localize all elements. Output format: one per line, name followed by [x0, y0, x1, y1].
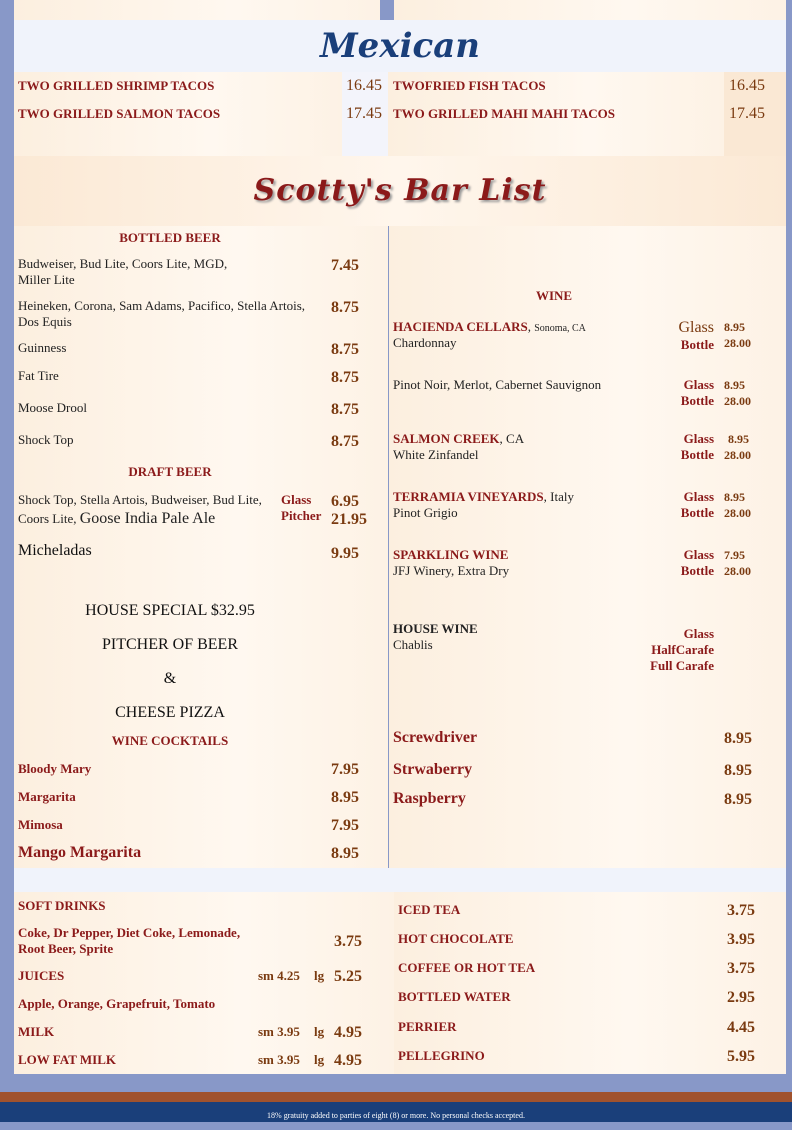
- glass-label: Glass: [683, 547, 714, 562]
- footer-band: [0, 1092, 792, 1102]
- menu-price: 4.45: [727, 1019, 755, 1036]
- bar-list-heading: Scotty's Bar List: [14, 156, 786, 226]
- wine-price: 8.95: [724, 378, 745, 392]
- wine-price: 28.00: [724, 448, 751, 462]
- menu-item: Guinness: [18, 340, 67, 355]
- half-carafe-label: HalfCarafe: [651, 642, 714, 657]
- menu-price: 17.45: [729, 105, 765, 122]
- wine-cocktails-heading: WINE COCKTAILS: [111, 733, 229, 748]
- menu-price: 3.75: [334, 933, 362, 950]
- size-large: lg: [314, 1024, 325, 1039]
- menu-item: LOW FAT MILK: [18, 1052, 116, 1067]
- menu-item: Fat Tire: [18, 368, 59, 383]
- soft-drinks-heading: SOFT DRINKS: [18, 898, 106, 913]
- menu-price: 8.75: [331, 369, 359, 386]
- full-carafe-label: Full Carafe: [650, 658, 714, 673]
- wine-variety: Pinot Noir, Merlot, Cabernet Sauvignon: [393, 377, 602, 392]
- menu-price: 8.75: [331, 401, 359, 418]
- menu-item: Dos Equis: [18, 314, 72, 329]
- menu-price: 8.75: [331, 341, 359, 358]
- menu-item: Coors Lite, Goose India Pale Ale: [18, 510, 216, 527]
- menu-price: 8.75: [331, 299, 359, 316]
- wine-item: HOUSE WINE: [393, 621, 478, 636]
- bottle-label: Bottle: [680, 563, 714, 578]
- menu-price: 8.95: [331, 845, 359, 862]
- house-special-line: HOUSE SPECIAL $32.95: [85, 602, 255, 619]
- bottle-label: Bottle: [680, 393, 714, 408]
- mexican-heading: Mexican: [14, 20, 786, 72]
- menu-price: 7.45: [331, 257, 359, 274]
- glass-label: Glass: [281, 492, 312, 507]
- menu-price: 4.95: [334, 1024, 362, 1041]
- menu-item: Miller Lite: [18, 272, 75, 287]
- top-strip-right: [394, 0, 786, 20]
- menu-item: Coke, Dr Pepper, Diet Coke, Lemonade,: [18, 925, 241, 940]
- top-strip-left: [14, 0, 380, 20]
- menu-price: 16.45: [729, 77, 765, 94]
- menu-item: PERRIER: [398, 1019, 457, 1034]
- wine-price: 7.95: [724, 548, 745, 562]
- size-small: sm 4.25: [258, 968, 300, 983]
- wine-price: 28.00: [724, 506, 751, 520]
- footer-note: 18% gratuity added to parties of eight (8) or more. No personal checks accepted.: [267, 1111, 525, 1120]
- glass-label: Glass: [683, 626, 714, 641]
- menu-item: JUICES: [18, 968, 65, 983]
- wine-item: TERRAMIA VINEYARDS, Italy: [393, 489, 574, 504]
- menu-item: PELLEGRINO: [398, 1048, 485, 1063]
- menu-item: TWO GRILLED MAHI MAHI TACOS: [393, 106, 615, 121]
- menu-price: 8.95: [724, 730, 752, 747]
- wine-variety: Pinot Grigio: [393, 505, 458, 520]
- menu-item: HOT CHOCOLATE: [398, 931, 514, 946]
- menu-price: 9.95: [331, 545, 359, 562]
- section-spacer: [14, 868, 786, 892]
- wine-item: SALMON CREEK, CA: [393, 431, 525, 446]
- wine-item: SPARKLING WINE: [393, 547, 509, 562]
- menu-item: Bloody Mary: [18, 761, 92, 776]
- wine-price: 8.95: [724, 320, 745, 334]
- menu-item: Mimosa: [18, 817, 63, 832]
- menu-price: 5.95: [727, 1048, 755, 1065]
- size-large: lg: [314, 1052, 325, 1067]
- menu-item: Root Beer, Sprite: [18, 941, 114, 956]
- wine-item: HACIENDA CELLARS, Sonoma, CA: [393, 319, 586, 334]
- menu-price: 8.95: [724, 762, 752, 779]
- menu-price: 8.95: [331, 789, 359, 806]
- menu-page: [14, 0, 786, 1092]
- menu-price: 7.95: [331, 761, 359, 778]
- menu-item: ICED TEA: [398, 902, 461, 917]
- menu-price: 21.95: [331, 511, 367, 528]
- menu-item: Budweiser, Bud Lite, Coors Lite, MGD,: [18, 256, 228, 271]
- menu-item: TWO GRILLED SALMON TACOS: [18, 106, 221, 121]
- bottle-label: Bottle: [680, 447, 714, 462]
- menu-price: 16.45: [346, 77, 382, 94]
- menu-item: Mango Margarita: [18, 844, 142, 861]
- footer: [0, 1102, 792, 1122]
- wine-variety: Chablis: [393, 637, 433, 652]
- wine-heading: WINE: [535, 288, 573, 303]
- menu-price: 8.75: [331, 433, 359, 450]
- wine-variety: White Zinfandel: [393, 447, 479, 462]
- draft-beer-heading: DRAFT BEER: [128, 464, 212, 479]
- glass-label: Glass: [683, 377, 714, 392]
- glass-label: Glass: [683, 431, 714, 446]
- menu-item: BOTTLED WATER: [398, 989, 511, 1004]
- menu-price: 7.95: [331, 817, 359, 834]
- wine-price: 28.00: [724, 336, 751, 350]
- menu-item: Moose Drool: [18, 400, 87, 415]
- pitcher-label: Pitcher: [281, 508, 322, 523]
- menu-item: TWOFRIED FISH TACOS: [393, 78, 546, 93]
- size-large: lg: [314, 968, 325, 983]
- wine-price: 28.00: [724, 564, 751, 578]
- menu-price: 17.45: [346, 105, 382, 122]
- house-special-line: CHEESE PIZZA: [115, 704, 225, 721]
- menu-item: Heineken, Corona, Sam Adams, Pacifico, Stella Artois,: [18, 298, 306, 313]
- glass-label: Glass: [683, 489, 714, 504]
- menu-item: Micheladas: [18, 542, 92, 559]
- wine-price: 28.00: [724, 394, 751, 408]
- bottle-label: Bottle: [680, 505, 714, 520]
- menu-item: Raspberry: [393, 790, 466, 807]
- menu-price: 5.25: [334, 968, 362, 985]
- house-special-line: PITCHER OF BEER: [101, 636, 238, 653]
- menu-price: 3.95: [727, 931, 755, 948]
- bottled-beer-heading: BOTTLED BEER: [119, 230, 221, 245]
- wine-variety: JFJ Winery, Extra Dry: [393, 563, 510, 578]
- menu-price: 2.95: [727, 989, 755, 1006]
- menu-item: TWO GRILLED SHRIMP TACOS: [18, 78, 215, 93]
- menu-price: 3.75: [727, 960, 755, 977]
- menu-price: 8.95: [724, 791, 752, 808]
- wine-variety: Chardonnay: [393, 335, 457, 350]
- menu-item: Apple, Orange, Grapefruit, Tomato: [18, 996, 216, 1011]
- menu-item: Margarita: [18, 789, 76, 804]
- wine-price: 8.95: [728, 432, 749, 446]
- size-small: sm 3.95: [258, 1052, 300, 1067]
- glass-label: Glass: [678, 319, 714, 336]
- menu-item: Shock Top, Stella Artois, Budweiser, Bud Lite,: [18, 492, 262, 507]
- menu-item: MILK: [18, 1024, 55, 1039]
- menu-item: COFFEE OR HOT TEA: [398, 960, 536, 975]
- house-special-line: &: [163, 670, 177, 687]
- wine-price: 8.95: [724, 490, 745, 504]
- menu-price: 6.95: [331, 493, 359, 510]
- menu-price: 4.95: [334, 1052, 362, 1069]
- size-small: sm 3.95: [258, 1024, 300, 1039]
- menu-item: Screwdriver: [393, 729, 478, 746]
- menu-price: 3.75: [727, 902, 755, 919]
- bottle-label: Bottle: [680, 337, 714, 352]
- menu-item: Shock Top: [18, 432, 74, 447]
- menu-item: Strwaberry: [393, 761, 473, 778]
